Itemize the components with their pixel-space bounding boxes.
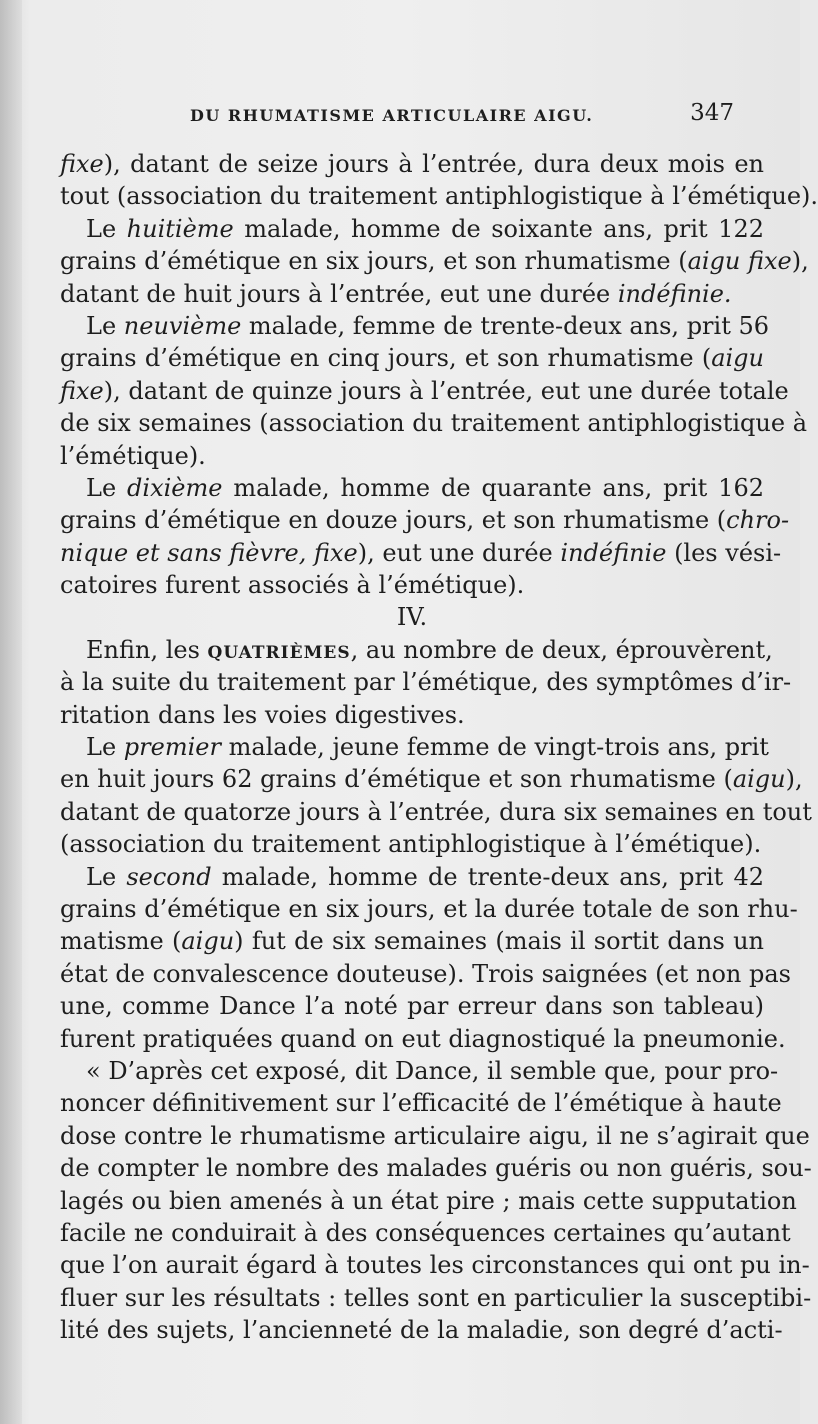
text-span: malade, femme de trente-deux ans, prit 56 (241, 311, 770, 340)
italic-text: premier (123, 733, 221, 762)
italic-text: fixe (60, 376, 104, 405)
text-span: grains d’émétique en six jours, et la durée totale de son rhu- (60, 894, 798, 923)
small-caps-text: quatrièmes (207, 634, 351, 664)
text-line (60, 763, 803, 795)
text-line (60, 925, 764, 957)
text-line (60, 1282, 812, 1314)
text-span: malade, homme de soixante ans, prit 122 (233, 214, 764, 243)
text-line (60, 828, 764, 860)
text-span: (les vési- (666, 538, 782, 567)
text-span: Le (86, 311, 124, 340)
text-span: ), datant de seize jours à l’entrée, dura deux mois en (103, 150, 764, 178)
section-number (60, 601, 764, 633)
text-line (60, 1120, 810, 1152)
italic-text: dixième (127, 473, 223, 502)
body-text (60, 148, 818, 1346)
text-line (60, 342, 764, 374)
text-span: IV. (396, 603, 428, 632)
text-span: en huit jours 62 grains d’émétique et son rhumatisme ( (60, 765, 733, 794)
italic-text: nique et sans fièvre, fixe (60, 538, 358, 567)
text-line (60, 180, 818, 212)
text-span: facile ne conduirait à des conséquences certaines qu’autant (60, 1218, 791, 1247)
text-span: , au nombre de deux, éprouvèrent, (350, 635, 773, 664)
text-line (60, 1314, 783, 1346)
text-span: dose contre le rhumatisme articulaire aigu, il ne s’agirait que (60, 1121, 810, 1150)
text-line (60, 440, 764, 472)
text-span: « D’après cet exposé, dit Dance, il semble que, pour pro- (86, 1056, 779, 1085)
italic-text: aigu fixe (687, 247, 792, 276)
text-line (60, 1023, 786, 1055)
text-span: Le (86, 214, 127, 243)
text-line (60, 796, 812, 828)
text-span: malade, jeune femme de vingt-trois ans, prit (220, 733, 769, 762)
italic-text: indéfinie (560, 538, 667, 567)
text-span: grains d’émétique en cinq jours, et son rhumatisme ( (60, 344, 712, 373)
italic-text: second (126, 862, 212, 891)
italic-text: aigu (711, 344, 764, 373)
text-line (60, 245, 809, 277)
text-line (60, 990, 764, 1022)
italic-text: chro- (726, 506, 790, 535)
text-line (60, 634, 773, 666)
text-span: datant de quatorze jours à l’entrée, dura six semaines en tout (60, 797, 812, 826)
running-head: DU RHUMATISME ARTICULAIRE AIGU. (190, 106, 594, 125)
text-span: ), eut une durée (357, 538, 561, 567)
text-span: matisme ( (60, 927, 182, 956)
text-line (60, 569, 764, 601)
text-span: une, comme Dance l’a noté par erreur dans son tableau) (60, 992, 764, 1021)
text-span: Le (86, 733, 124, 762)
text-span: datant de huit jours à l’entrée, eut une durée (60, 279, 618, 308)
italic-text: aigu (732, 765, 786, 794)
text-line (60, 861, 764, 893)
text-span: Le (86, 862, 127, 891)
text-span: tout (association du traitement antiphlogistique à l’émétique). (60, 182, 818, 211)
text-span: ), (791, 247, 809, 276)
italic-text: indéfinie. (617, 279, 732, 308)
text-line (60, 699, 764, 731)
text-span: furent pratiquées quand on eut diagnostiqué la pneumonie. (60, 1024, 786, 1053)
page-header (60, 100, 740, 136)
text-line (60, 148, 764, 180)
text-span: noncer définitivement sur l’efficacité de l’émétique à haute (60, 1089, 782, 1118)
text-span: lité des sujets, l’ancienneté de la maladie, son degré d’acti- (60, 1316, 783, 1345)
text-span: l’émétique). (60, 441, 206, 470)
text-span: malade, homme de trente-deux ans, prit 42 (211, 862, 764, 891)
text-line (60, 407, 808, 439)
text-line (60, 1249, 810, 1281)
text-span: état de convalescence douteuse). Trois saignées (et non pas (60, 959, 791, 988)
text-line (60, 375, 789, 407)
text-line (60, 893, 798, 925)
text-span: Enfin, les (86, 635, 208, 664)
text-span: à la suite du traitement par l’émétique, des symptômes d’ir- (60, 668, 792, 697)
text-line (60, 1217, 791, 1249)
text-span: ritation dans les voies digestives. (60, 700, 465, 729)
text-line (60, 1185, 797, 1217)
text-line (60, 472, 764, 504)
text-span: lagés ou bien amenés à un état pire ; mais cette supputation (60, 1186, 797, 1215)
text-span: catoires furent associés à l’émétique). (60, 571, 525, 600)
text-span: grains d’émétique en douze jours, et son rhumatisme ( (60, 506, 727, 535)
text-span: ), (785, 765, 803, 794)
text-line (60, 1055, 779, 1087)
text-line (60, 278, 764, 310)
italic-text: fixe (60, 150, 104, 178)
text-span: (association du traitement antiphlogistique à l’émétique). (60, 830, 762, 859)
binding-edge (0, 0, 22, 1424)
italic-text: aigu (181, 927, 235, 956)
text-span: grains d’émétique en six jours, et son rhumatisme ( (60, 247, 688, 276)
text-span: malade, homme de quarante ans, prit 162 (222, 473, 764, 502)
text-span: ), datant de quinze jours à l’entrée, eut une durée totale (103, 376, 789, 405)
italic-text: huitième (126, 214, 234, 243)
text-span: Le (86, 473, 128, 502)
text-line (60, 213, 764, 245)
page-number: 347 (690, 100, 734, 126)
text-span: fluer sur les résultats : telles sont en particulier la susceptibi- (60, 1283, 812, 1312)
text-line (60, 1087, 782, 1119)
text-line (60, 310, 770, 342)
text-line (60, 537, 782, 569)
text-line (60, 958, 791, 990)
italic-text: neuvième (123, 311, 242, 340)
text-span: que l’on aurait égard à toutes les circonstances qui ont pu in- (60, 1251, 810, 1280)
text-line (60, 666, 792, 698)
text-span: de compter le nombre des malades guéris ou non guéris, sou- (60, 1154, 812, 1183)
text-line (60, 731, 769, 763)
text-line (60, 1152, 812, 1184)
text-span: de six semaines (association du traitement antiphlogistique à (60, 409, 808, 438)
text-line (60, 504, 790, 536)
text-span: ) fut de six semaines (mais il sortit dans un (234, 927, 764, 956)
